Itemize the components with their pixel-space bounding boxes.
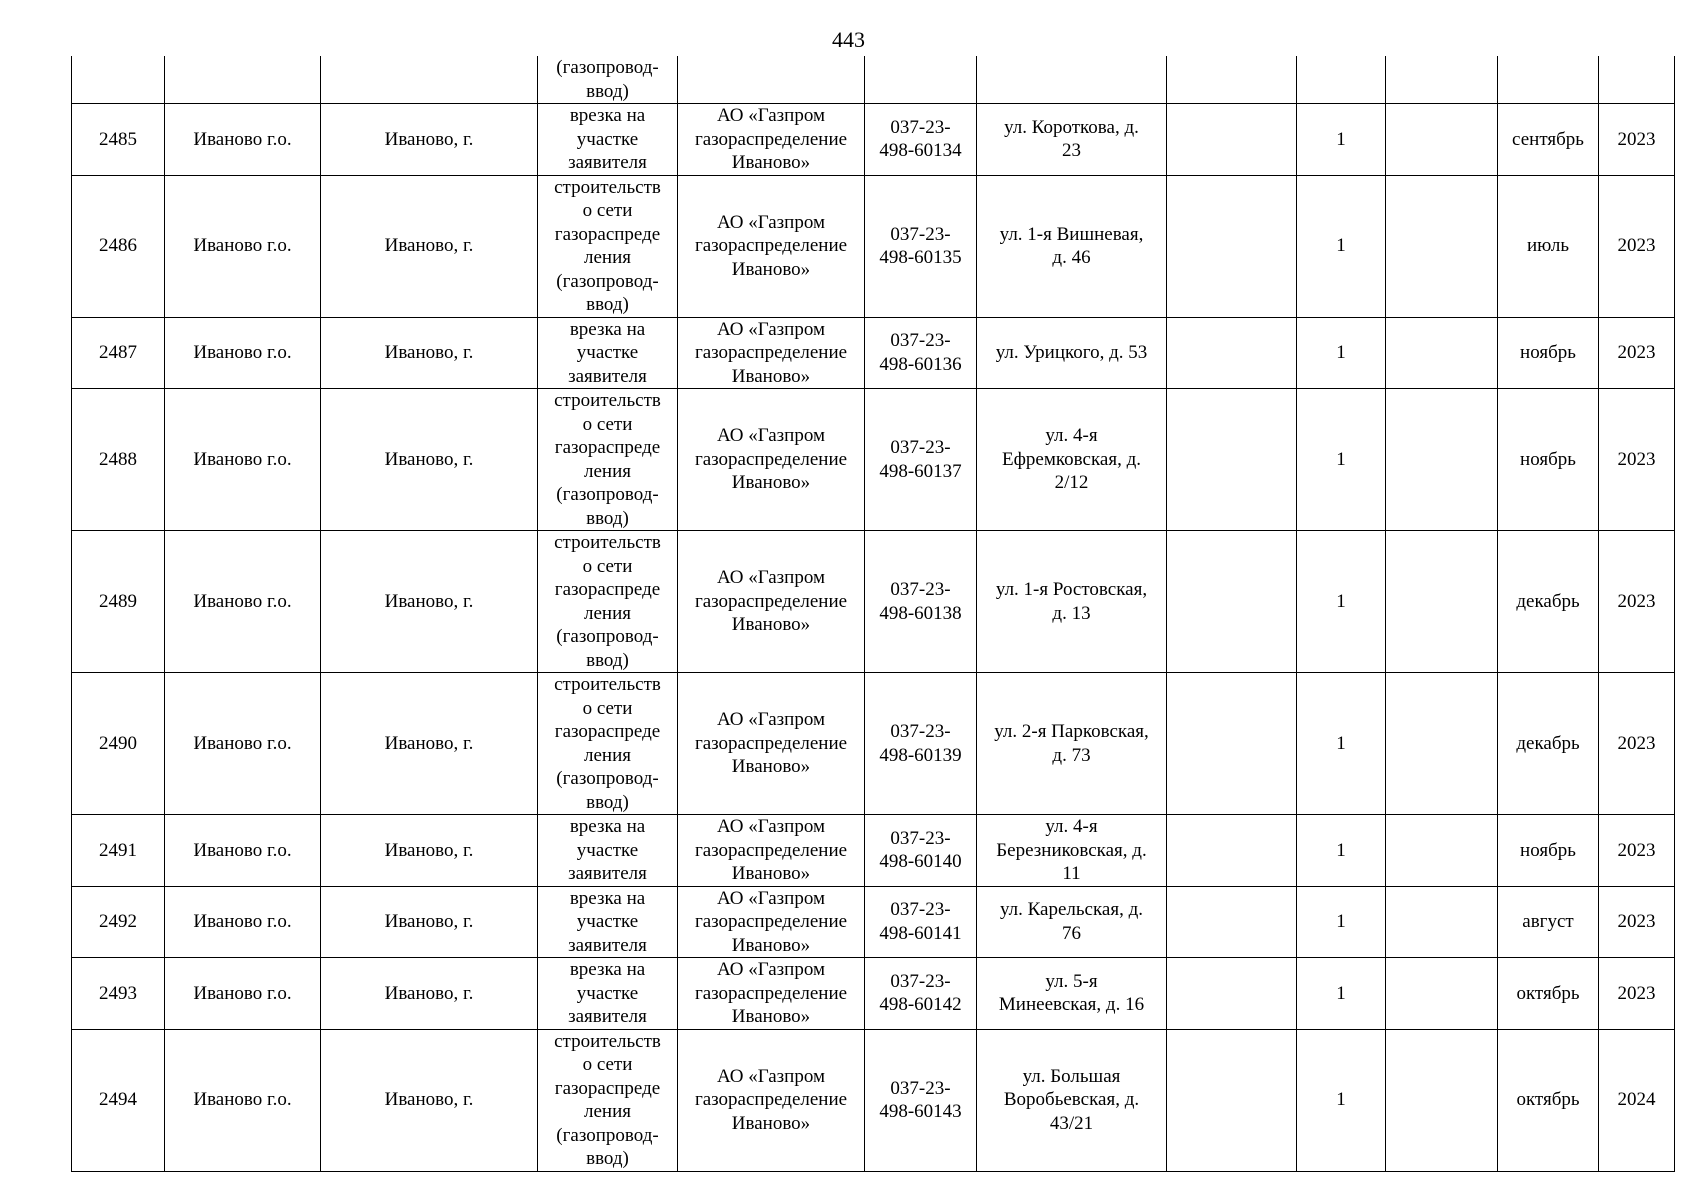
cell-locality: Иваново, г.: [321, 175, 538, 317]
cell-c10: [1386, 56, 1498, 104]
cell-code: 037-23- 498-60139: [865, 673, 977, 815]
cell-count: [1297, 56, 1386, 104]
cell-count: 1: [1297, 104, 1386, 176]
cell-c8: [1167, 1029, 1297, 1171]
cell-address: ул. Большая Воробьевская, д. 43/21: [977, 1029, 1167, 1171]
cell-district: Иваново г.о.: [165, 673, 321, 815]
table-row: [72, 958, 1675, 1030]
cell-c10: [1386, 175, 1498, 317]
cell-work-type: строительств о сети газораспреде ления (газопровод- ввод): [538, 175, 678, 317]
cell-c8: [1167, 673, 1297, 815]
cell-organization: АО «Газпром газораспределение Иваново»: [678, 673, 865, 815]
cell-work-type: врезка на участке заявителя: [538, 317, 678, 389]
cell-year: 2023: [1599, 958, 1675, 1030]
cell-no: 2491: [72, 815, 165, 887]
cell-c8: [1167, 56, 1297, 104]
cell-locality: Иваново, г.: [321, 531, 538, 673]
cell-work-type: врезка на участке заявителя: [538, 958, 678, 1030]
cell-work-type: (газопровод- ввод): [538, 56, 678, 104]
cell-locality: Иваново, г.: [321, 317, 538, 389]
cell-c10: [1386, 815, 1498, 887]
cell-address: ул. Урицкого, д. 53: [977, 317, 1167, 389]
cell-c10: [1386, 531, 1498, 673]
cell-month: ноябрь: [1498, 317, 1599, 389]
cell-c10: [1386, 389, 1498, 531]
cell-organization: АО «Газпром газораспределение Иваново»: [678, 886, 865, 958]
cell-no: 2487: [72, 317, 165, 389]
cell-address: ул. 4-я Березниковская, д. 11: [977, 815, 1167, 887]
cell-organization: [678, 56, 865, 104]
cell-locality: [321, 56, 538, 104]
cell-year: 2023: [1599, 673, 1675, 815]
cell-month: июль: [1498, 175, 1599, 317]
cell-work-type: строительств о сети газораспреде ления (газопровод- ввод): [538, 1029, 678, 1171]
cell-count: 1: [1297, 673, 1386, 815]
cell-c8: [1167, 389, 1297, 531]
cell-no: 2485: [72, 104, 165, 176]
cell-no: 2486: [72, 175, 165, 317]
cell-year: 2023: [1599, 104, 1675, 176]
cell-no: 2494: [72, 1029, 165, 1171]
cell-year: 2023: [1599, 886, 1675, 958]
cell-organization: АО «Газпром газораспределение Иваново»: [678, 815, 865, 887]
cell-organization: АО «Газпром газораспределение Иваново»: [678, 1029, 865, 1171]
cell-address: ул. 5-я Минеевская, д. 16: [977, 958, 1167, 1030]
cell-district: [165, 56, 321, 104]
cell-no: 2492: [72, 886, 165, 958]
cell-organization: АО «Газпром газораспределение Иваново»: [678, 958, 865, 1030]
cell-c10: [1386, 104, 1498, 176]
cell-work-type: строительств о сети газораспреде ления (газопровод- ввод): [538, 673, 678, 815]
cell-work-type: строительств о сети газораспреде ления (газопровод- ввод): [538, 531, 678, 673]
cell-c8: [1167, 958, 1297, 1030]
cell-c8: [1167, 317, 1297, 389]
table-row: [72, 1029, 1675, 1171]
cell-month: октябрь: [1498, 958, 1599, 1030]
cell-district: Иваново г.о.: [165, 389, 321, 531]
cell-c8: [1167, 104, 1297, 176]
cell-address: ул. 1-я Ростовская, д. 13: [977, 531, 1167, 673]
cell-year: 2023: [1599, 317, 1675, 389]
cell-district: Иваново г.о.: [165, 104, 321, 176]
cell-district: Иваново г.о.: [165, 1029, 321, 1171]
cell-address: ул. Карельская, д. 76: [977, 886, 1167, 958]
cell-month: август: [1498, 886, 1599, 958]
cell-c10: [1386, 886, 1498, 958]
cell-locality: Иваново, г.: [321, 389, 538, 531]
cell-count: 1: [1297, 389, 1386, 531]
cell-address: [977, 56, 1167, 104]
cell-organization: АО «Газпром газораспределение Иваново»: [678, 389, 865, 531]
cell-code: 037-23- 498-60140: [865, 815, 977, 887]
cell-no: 2489: [72, 531, 165, 673]
cell-address: ул. Короткова, д. 23: [977, 104, 1167, 176]
table-row: [72, 531, 1675, 673]
cell-address: ул. 2-я Парковская, д. 73: [977, 673, 1167, 815]
table-row: [72, 104, 1675, 176]
cell-address: ул. 1-я Вишневая, д. 46: [977, 175, 1167, 317]
cell-locality: Иваново, г.: [321, 958, 538, 1030]
cell-no: 2493: [72, 958, 165, 1030]
cell-locality: Иваново, г.: [321, 104, 538, 176]
cell-organization: АО «Газпром газораспределение Иваново»: [678, 317, 865, 389]
cell-code: [865, 56, 977, 104]
cell-code: 037-23- 498-60138: [865, 531, 977, 673]
table-row: [72, 886, 1675, 958]
cell-count: 1: [1297, 531, 1386, 673]
cell-c8: [1167, 815, 1297, 887]
cell-code: 037-23- 498-60137: [865, 389, 977, 531]
cell-count: 1: [1297, 886, 1386, 958]
cell-locality: Иваново, г.: [321, 1029, 538, 1171]
cell-year: [1599, 56, 1675, 104]
cell-c10: [1386, 317, 1498, 389]
cell-c10: [1386, 958, 1498, 1030]
cell-year: 2023: [1599, 389, 1675, 531]
cell-month: сентябрь: [1498, 104, 1599, 176]
cell-no: 2490: [72, 673, 165, 815]
table-row: [72, 673, 1675, 815]
cell-work-type: врезка на участке заявителя: [538, 815, 678, 887]
cell-year: 2023: [1599, 815, 1675, 887]
cell-work-type: строительств о сети газораспреде ления (газопровод- ввод): [538, 389, 678, 531]
cell-c10: [1386, 1029, 1498, 1171]
cell-month: декабрь: [1498, 531, 1599, 673]
cell-year: 2023: [1599, 531, 1675, 673]
cell-no: [72, 56, 165, 104]
cell-month: [1498, 56, 1599, 104]
cell-c8: [1167, 531, 1297, 673]
cell-month: октябрь: [1498, 1029, 1599, 1171]
cell-district: Иваново г.о.: [165, 815, 321, 887]
cell-c10: [1386, 673, 1498, 815]
gas-connection-table: [71, 56, 1675, 1172]
table-row: [72, 389, 1675, 531]
cell-count: 1: [1297, 317, 1386, 389]
cell-month: ноябрь: [1498, 389, 1599, 531]
cell-work-type: врезка на участке заявителя: [538, 886, 678, 958]
cell-district: Иваново г.о.: [165, 317, 321, 389]
cell-address: ул. 4-я Ефремковская, д. 2/12: [977, 389, 1167, 531]
cell-work-type: врезка на участке заявителя: [538, 104, 678, 176]
table-row: [72, 175, 1675, 317]
cell-year: 2024: [1599, 1029, 1675, 1171]
cell-district: Иваново г.о.: [165, 531, 321, 673]
cell-year: 2023: [1599, 175, 1675, 317]
cell-c8: [1167, 175, 1297, 317]
cell-organization: АО «Газпром газораспределение Иваново»: [678, 531, 865, 673]
page-number: 443: [832, 27, 865, 52]
table-row-continuation: [72, 56, 1675, 104]
cell-count: 1: [1297, 958, 1386, 1030]
cell-count: 1: [1297, 1029, 1386, 1171]
cell-code: 037-23- 498-60143: [865, 1029, 977, 1171]
cell-district: Иваново г.о.: [165, 958, 321, 1030]
cell-code: 037-23- 498-60141: [865, 886, 977, 958]
cell-count: 1: [1297, 815, 1386, 887]
cell-code: 037-23- 498-60142: [865, 958, 977, 1030]
table-row: [72, 317, 1675, 389]
cell-district: Иваново г.о.: [165, 886, 321, 958]
cell-month: декабрь: [1498, 673, 1599, 815]
cell-organization: АО «Газпром газораспределение Иваново»: [678, 175, 865, 317]
cell-district: Иваново г.о.: [165, 175, 321, 317]
cell-locality: Иваново, г.: [321, 815, 538, 887]
cell-locality: Иваново, г.: [321, 886, 538, 958]
cell-organization: АО «Газпром газораспределение Иваново»: [678, 104, 865, 176]
table-body: [72, 56, 1675, 1171]
cell-month: ноябрь: [1498, 815, 1599, 887]
cell-code: 037-23- 498-60136: [865, 317, 977, 389]
cell-c8: [1167, 886, 1297, 958]
cell-code: 037-23- 498-60134: [865, 104, 977, 176]
cell-no: 2488: [72, 389, 165, 531]
cell-count: 1: [1297, 175, 1386, 317]
cell-locality: Иваново, г.: [321, 673, 538, 815]
table-row: [72, 815, 1675, 887]
cell-code: 037-23- 498-60135: [865, 175, 977, 317]
